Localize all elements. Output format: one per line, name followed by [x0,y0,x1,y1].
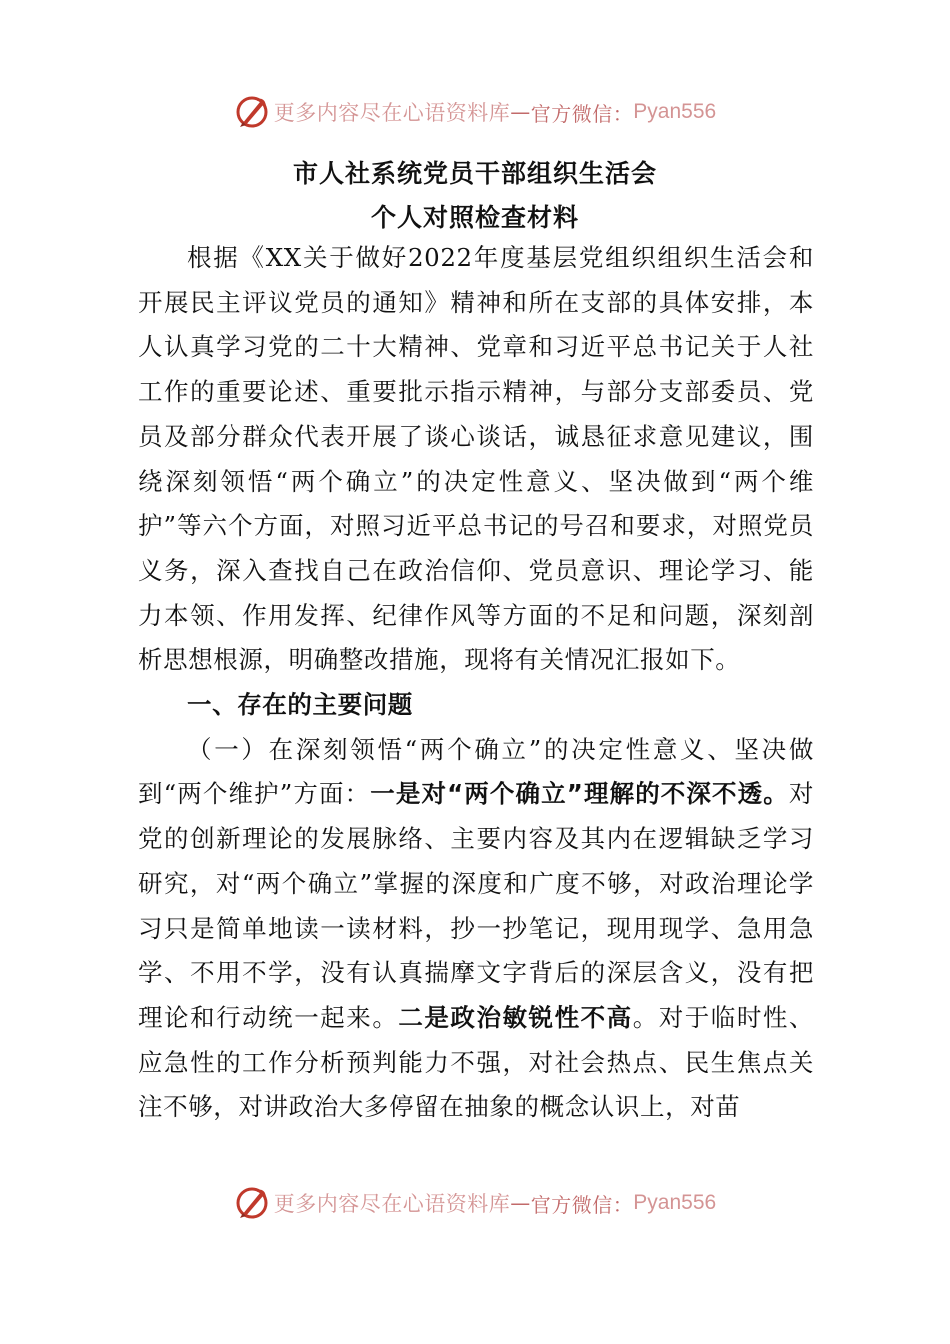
watermark-dash: — [510,1191,531,1215]
pen-logo-icon [234,94,270,130]
watermark-wechat-id: Pyan556 [633,1191,717,1214]
watermark-banner-bottom [0,1183,950,1223]
point2-title: 二是政治敏锐性不高 [398,1002,633,1032]
point2-mark: 。 [632,1002,659,1032]
watermark-main-text: 更多内容尽在心语资料库 [273,101,511,125]
watermark-wechat-id: Pyan556 [633,100,717,123]
pen-logo-icon [234,1185,270,1221]
subsection-paragraph-1 [138,728,814,1130]
document-title-line2: 个人对照检查材料 [370,203,579,232]
watermark-dash: — [510,100,531,124]
document-body [138,236,814,1130]
intro-paragraph: 根据《XX关于做好2022年度基层党组织组织生活会和开展民主评议党员的通知》精神和所在支部的具体安排，本人认真学习党的二十大精神、党章和习近平总书记关于人社工作的重要论述、重要批示指示精神，与部分支部委员、党员及部分群众代表开展了谈心谈话，诚恳征求意见建议，围绕深刻领悟“两个确立”的决定性意义、坚决做到“两个维护”等六个方面，对照习近平总书记的号召和要求，对照党员义务，深入查找自己在政治信仰、党员意识、理论学习、能力本领、作用发挥、纪律作风等方面的不足和问题，深刻剖析思想根源，明确整改措施，现将有关情况汇报如下。 [138,243,814,675]
watermark-sub-text: 官方微信： [530,101,634,126]
document-title-line1: 市人社系统党员干部组织生活会 [292,159,657,188]
watermark-banner-top [0,92,950,132]
point1-text: 对党的创新理论的发展脉络、主要内容及其内在逻辑缺乏学习研究，对“两个确立”掌握的深度和广度不够，对政治理论学习只是简单地读一读材料，抄一抄笔记，现用现学、急用急学、不用不学，没有认真揣摩文字背后的深层含义，没有把理论和行动统一起来。 [138,779,814,1032]
section-heading-1: 一、存在的主要问题 [187,690,413,720]
subsection-lead: （一）在深刻领悟“两个确立”的决定性意义、坚决做到“两个维护”方面： [138,734,814,809]
point2-text: 对于临时性、应急性的工作分析预判能力不强，对社会热点、民生焦点关注不够，对讲政治大多停留在抽象的概念认识上，对苗 [138,1002,815,1122]
watermark-main-text: 更多内容尽在心语资料库 [273,1192,511,1216]
watermark-sub-text: 官方微信： [530,1192,634,1217]
point1-title: 一是对“两个确立”理解的不深不透。 [370,779,789,809]
